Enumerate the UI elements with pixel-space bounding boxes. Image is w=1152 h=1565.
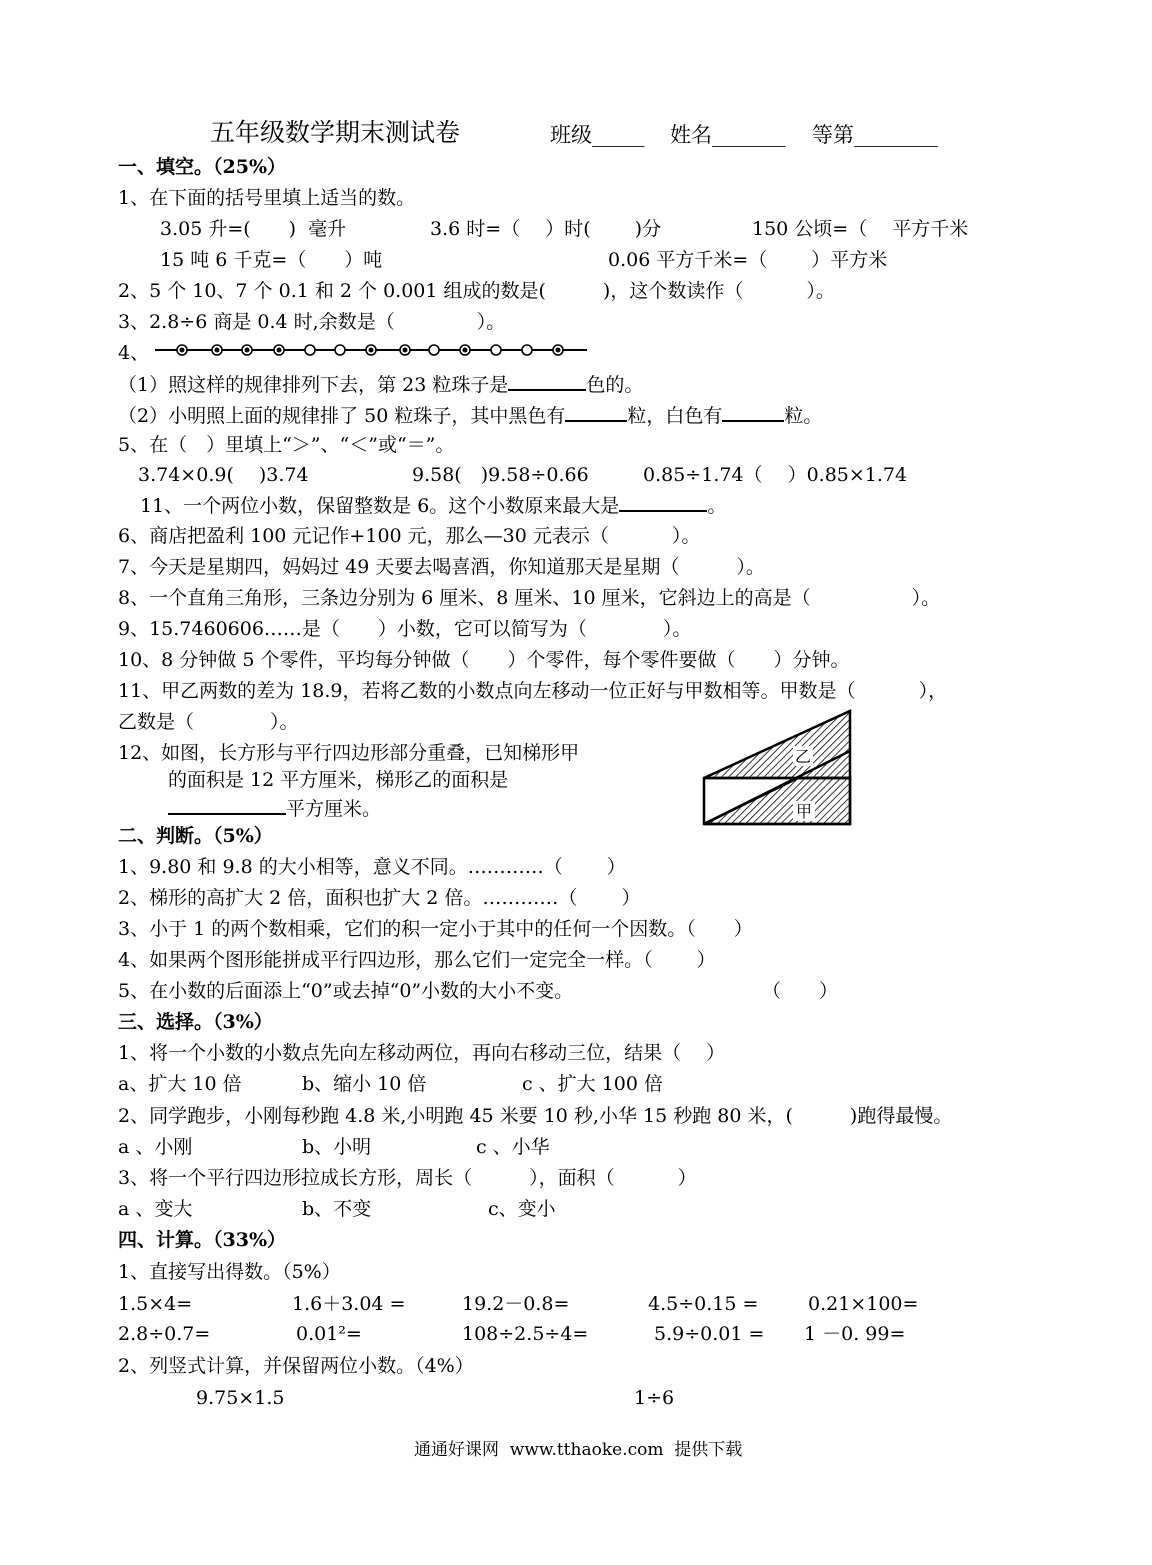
bead-string-figure (155, 338, 590, 362)
q3-2c: c 、小华 (476, 1136, 550, 1158)
q1-3: 3、2.8÷6 商是 0.4 时,余数是（ ）。 (118, 311, 506, 333)
q1-10: 10、8 分钟做 5 个零件，平均每分钟做（ ）个零件，每个零件要做（ ）分钟。 (118, 649, 850, 671)
page-title: 五年级数学期末测试卷 (210, 118, 461, 147)
q1-11-decimal: 11、一个两位小数，保留整数是 6。这个小数原来最大是 。 (140, 495, 727, 517)
calc-r2-3: 108÷2.5÷4= (462, 1323, 589, 1345)
q3-1a: a、扩大 10 倍 (118, 1073, 242, 1095)
section-4-heading: 四、计算。（33%） (118, 1229, 286, 1251)
q3-2: 2、同学跑步，小刚每秒跑 4.8 米,小明跑 45 米要 10 秒,小华 15 秒跑 80 米，( )跑得最慢。 (118, 1105, 953, 1127)
calc-r1-4: 4.5÷0.15 = (648, 1293, 759, 1315)
q1-4-2: （2）小明照上面的规律排了 50 粒珠子，其中黑色有 粒，白色有 粒。 (118, 405, 823, 427)
q3-3a: a 、变大 (118, 1198, 193, 1220)
q2-5: 5、在小数的后面添上“0”或去掉“0”小数的大小不变。 (118, 980, 574, 1002)
q3-3b: b、不变 (302, 1198, 372, 1220)
q3-3c: c、变小 (488, 1198, 556, 1220)
q3-2b: b、小明 (302, 1136, 372, 1158)
q2-3: 3、小于 1 的两个数相乘，它们的积一定小于其中的任何一个因数。（ ） (118, 918, 753, 940)
q3-1: 1、将一个小数的小数点先向左移动两位，再向右移动三位，结果（ ） (118, 1042, 726, 1064)
q1-4: 4、 (118, 342, 150, 364)
q3-3: 3、将一个平行四边形拉成长方形，周长（ ），面积（ ） (118, 1167, 697, 1189)
q1-5b: 9.58( )9.58÷0.66 (412, 464, 589, 486)
calc-r2-4: 5.9÷0.01 = (654, 1323, 765, 1345)
q3-2a: a 、小刚 (118, 1136, 193, 1158)
label-jia: 甲 (795, 802, 813, 821)
q1-12: 12、如图，长方形与平行四边形部分重叠，已知梯形甲 (118, 742, 580, 764)
q1-1a: 3.05 升=( ) 毫升 (160, 218, 347, 240)
q2-1: 1、9.80 和 9.8 的大小相等，意义不同。…………（ ） (118, 856, 626, 878)
q3-1b: b、缩小 10 倍 (302, 1073, 427, 1095)
q1-1: 1、在下面的括号里填上适当的数。 (118, 187, 416, 209)
calc-r1-2: 1.6＋3.04 = (292, 1293, 406, 1315)
q1-9: 9、15.7460606……是（ ）小数，它可以简写为（ ）。 (118, 618, 692, 640)
section-2-heading: 二、判断。（5%） (118, 825, 273, 847)
overlap-figure (700, 706, 856, 830)
grade-field: 等第________ (812, 123, 938, 147)
q4-2a: 9.75×1.5 (196, 1387, 285, 1409)
q4-2: 2、列竖式计算，并保留两位小数。（4%） (118, 1355, 474, 1377)
q1-1c: 150 公顷=（ 平方千米 (752, 218, 969, 240)
q1-5a: 3.74×0.9( )3.74 (138, 464, 309, 486)
section-3-heading: 三、选择。（3%） (118, 1011, 273, 1033)
q3-1c: c 、扩大 100 倍 (522, 1073, 664, 1095)
q1-5: 5、在（ ）里填上“＞”、“＜”或“＝”。 (118, 434, 455, 456)
q1-12-cont: 的面积是 12 平方厘米，梯形乙的面积是 (168, 769, 509, 791)
q1-11-cont: 乙数是（ ）。 (118, 711, 299, 733)
class-field: 班级_____ (550, 123, 645, 147)
calc-r2-2: 0.01²= (296, 1323, 362, 1345)
q1-1d: 15 吨 6 千克=（ ）吨 (160, 249, 383, 271)
calc-r2-5: 1 －0. 99= (804, 1323, 906, 1345)
q2-4: 4、如果两个图形能拼成平行四边形，那么它们一定完全一样。（ ） (118, 949, 716, 971)
q1-4-1: （1）照这样的规律排列下去，第 23 粒珠子是 色的。 (118, 374, 644, 396)
q2-2: 2、梯形的高扩大 2 倍，面积也扩大 2 倍。…………（ ） (118, 887, 641, 909)
footer: 通通好课网 www.tthaoke.com 提供下载 (414, 1440, 743, 1460)
q1-1b: 3.6 时=（ ）时( )分 (430, 218, 662, 240)
calc-r1-3: 19.2－0.8= (462, 1293, 570, 1315)
q1-7: 7、今天是星期四，妈妈过 49 天要去喝喜酒，你知道那天是星期（ ）。 (118, 556, 765, 578)
calc-r1-1: 1.5×4= (118, 1293, 193, 1315)
section-1-heading: 一、填空。（25%） (118, 156, 286, 178)
q1-2: 2、5 个 10、7 个 0.1 和 2 个 0.001 组成的数是( )，这个数读作（ ）。 (118, 280, 835, 302)
q1-6: 6、商店把盈利 100 元记作+100 元，那么—30 元表示（ ）。 (118, 525, 701, 547)
name-field: 姓名_______ (670, 123, 786, 147)
q1-5c: 0.85÷1.74（ ）0.85×1.74 (643, 464, 908, 486)
q2-5-paren: （ ） (762, 980, 839, 1002)
q4-1: 1、直接写出得数。（5%） (118, 1261, 341, 1283)
q1-1e: 0.06 平方千米=（ ）平方米 (608, 249, 888, 271)
q1-8: 8、一个直角三角形，三条边分别为 6 厘米、8 厘米、10 厘米，它斜边上的高是（ ）。 (118, 587, 941, 609)
label-yi: 乙 (794, 747, 812, 766)
q1-11: 11、甲乙两数的差为 18.9，若将乙数的小数点向左移动一位正好与甲数相等。甲数是（ ）， (118, 680, 948, 702)
q4-2b: 1÷6 (634, 1387, 675, 1409)
calc-r2-1: 2.8÷0.7= (118, 1323, 211, 1345)
calc-r1-5: 0.21×100= (808, 1293, 919, 1315)
q1-12-answer: 平方厘米。 (168, 796, 381, 821)
